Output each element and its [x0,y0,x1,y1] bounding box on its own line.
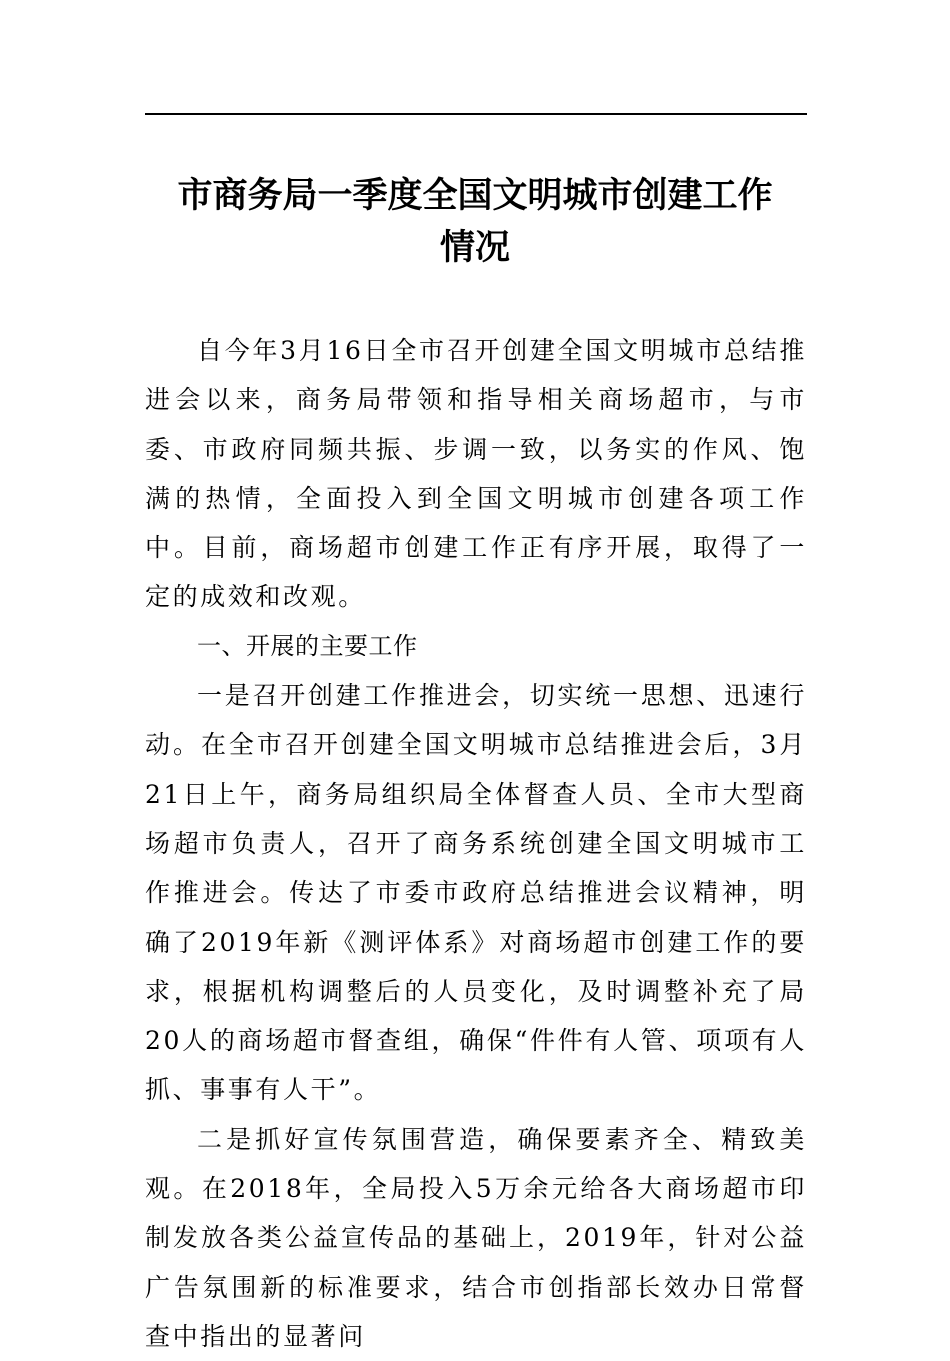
body-paragraph-2: 二是抓好宣传氛围营造，确保要素齐全、精致美观。在2018年，全局投入5万余元给各大商场超市印制发放各类公益宣传品的基础上，2019年，针对公益广告氛围新的标准要求，结合市创指部长效办日常督查中指出的显著问 [145,1124,807,1351]
document-title [120,170,830,274]
section-heading: 一、开展的主要工作 [197,631,418,660]
document-body [145,326,807,1361]
body-paragraph-1: 一是召开创建工作推进会，切实统一思想、迅速行动。在全市召开创建全国文明城市总结推进会后，3月21日上午，商务局组织局全体督查人员、全市大型商场超市负责人，召开了商务系统创建全国文明城市工作推进会。传达了市委市政府总结推进会议精神，明确了2019年新《测评体系》对商场超市创建工作的要求，根据机构调整后的人员变化，及时调整补充了局20人的商场超市督查组，确保“件件有人管、项项有人抓、事事有人干”。 [145,681,807,1105]
intro-paragraph: 自今年3月16日全市召开创建全国文明城市总结推进会以来，商务局带领和指导相关商场超市，与市委、市政府同频共振、步调一致，以务实的作风、饱满的热情，全面投入到全国文明城市创建各项工作中。目前，商场超市创建工作正有序开展，取得了一定的成效和改观。 [145,336,807,612]
title-line-1: 市商务局一季度全国文明城市创建工作 [177,175,773,216]
title-line-2: 情况 [439,227,510,268]
header-rule [145,113,807,115]
